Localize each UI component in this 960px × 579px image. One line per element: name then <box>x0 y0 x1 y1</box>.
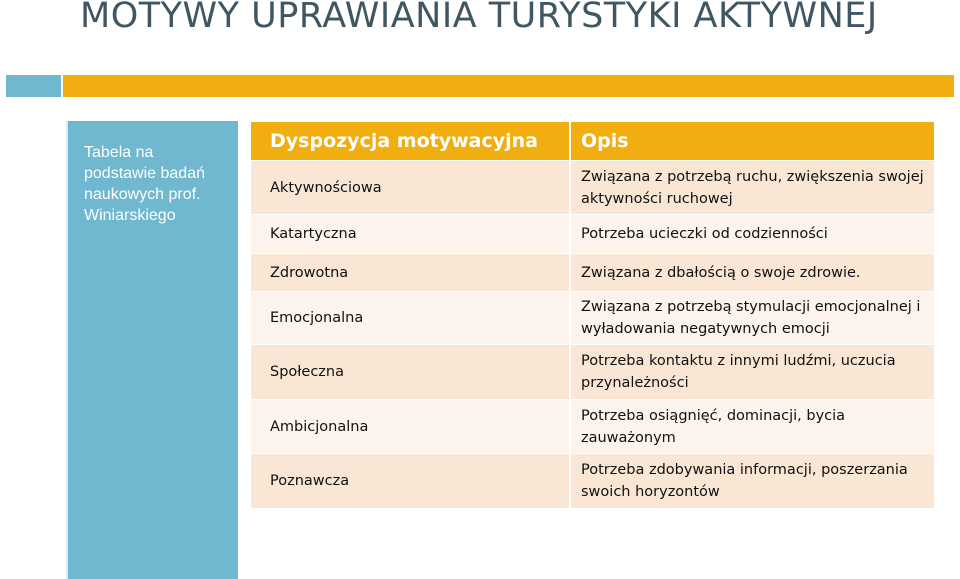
header-motivation: Dyspozycja motywacyjna <box>251 122 569 160</box>
header-description: Opis <box>571 122 934 160</box>
table-cell-type: Poznawcza <box>251 454 569 508</box>
motivation-table <box>251 122 934 508</box>
side-note: Tabela na podstawie badań naukowych prof. Winiarskiego <box>84 144 205 224</box>
slide-title: MOTYWY UPRAWIANIA TURYSTYKI AKTYWNEJ <box>80 0 878 36</box>
table-cell-desc: Potrzeba osiągnięć, dominacji, bycia zauważonym <box>571 400 934 453</box>
table-cell-type: Aktywnościowa <box>251 161 569 214</box>
table-cell-desc: Związana z potrzebą ruchu, zwiększenia swojej aktywności ruchowej <box>571 161 934 214</box>
decor-band-blue <box>6 75 61 97</box>
table-cell-type: Zdrowotna <box>251 254 569 291</box>
table-cell-desc: Potrzeba ucieczki od codzienności <box>571 215 934 253</box>
table-cell-type: Katartyczna <box>251 215 569 253</box>
decor-band-gold <box>63 75 954 97</box>
table-cell-desc: Potrzeba zdobywania informacji, poszerzania swoich horyzontów <box>571 454 934 508</box>
table-cell-type: Społeczna <box>251 345 569 399</box>
table-cell-type: Emocjonalna <box>251 292 569 344</box>
table-cell-desc: Związana z potrzebą stymulacji emocjonalnej i wyładowania negatywnych emocji <box>571 292 934 344</box>
table-cell-type: Ambicjonalna <box>251 400 569 453</box>
table-cell-desc: Związana z dbałością o swoje zdrowie. <box>571 254 934 291</box>
table-cell-desc: Potrzeba kontaktu z innymi ludźmi, uczucia przynależności <box>571 345 934 399</box>
